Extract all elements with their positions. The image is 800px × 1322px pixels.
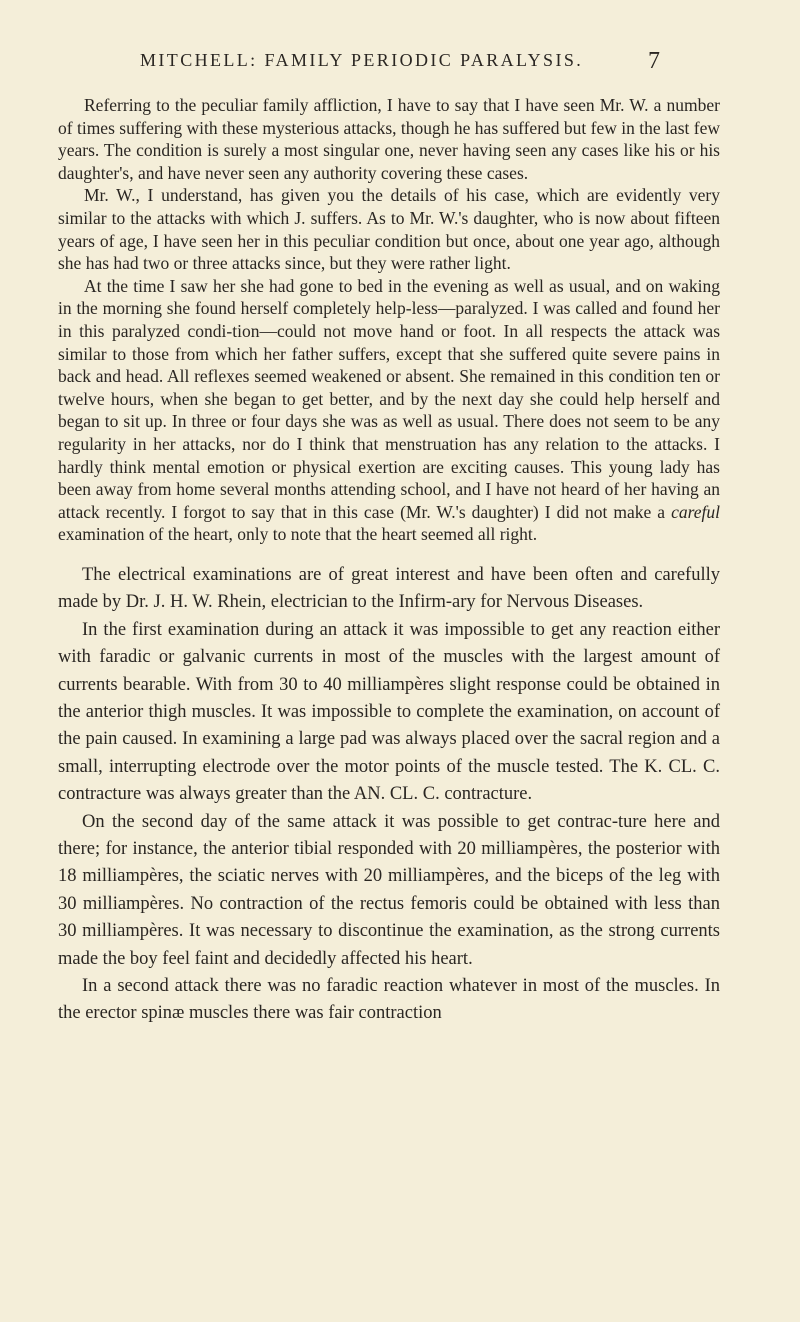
body-text <box>58 94 720 1028</box>
page-number: 7 <box>648 48 660 74</box>
paragraph-text: examination of the heart, only to note that the heart seemed all right. <box>58 524 538 545</box>
emphasis-text: careful <box>671 501 720 522</box>
running-header <box>0 50 800 82</box>
paragraph: In the first examination during an attack it was impossible to get any reaction either with faradic or galvanic currents in most of the muscles with the largest amount of currents bearable. With from 30 to 40 milliampères slight response could be obtained in the anterior thigh muscles. It was impossible to complete the examination, on account of the pain caused. In examining a large pad was always placed over the sacral region and a small, interrupting electrode over the motor points of the muscle tested. The K. CL. C. contracture was always greater than the AN. CL. C. contracture. <box>58 619 720 805</box>
electrical-examinations-section <box>58 562 720 1028</box>
paragraph: On the second day of the same attack it was possible to get contrac-ture here and there; for instance, the anterior tibial responded with 20 milliampères, the posterior with 18 milliampères, the sciatic nerves with 20 milliampères, and the biceps of the leg with 30 milliampères. No contraction of the rectus femoris could be obtained with less than 30 milliampères. It was necessary to discontinue the examination, as the strong currents made the boy feel faint and decidedly affected his heart. <box>58 811 720 969</box>
paragraph: Mr. W., I understand, has given you the details of his case, which are evidently very similar to the attacks with which J. suffers. As to Mr. W.'s daughter, who is now about fifteen years of age, I have seen her in this peculiar condition but once, about one year ago, although she has had two or three attacks since, but they were rather light. <box>58 185 720 274</box>
paragraph: Referring to the peculiar family affliction, I have to say that I have seen Mr. W. a number of times suffering with these mysterious attacks, though he has suffered but few in the last few years. The condition is surely a most singular one, never having seen any cases like his or his daughter's, and have never seen any authority covering these cases. <box>58 95 720 183</box>
paragraph-text: At the time I saw her she had gone to bed in the evening as well as usual, and on waking in the morning she found herself completely help-less—paralyzed. I was called and found her in this paralyzed condi-tion—could not move hand or foot. In all respects the attack was similar to those from which her father suffers, except that she suffered quite severe pains in back and head. All reflexes seemed weakened or absent. She remained in this condition ten or twelve hours, when she began to get better, and by the next day she could help herself and began to sit up. In three or four days she was as well as usual. There does not seem to be any regularity in her attacks, nor do I think that menstruation has any relation to the attacks. I hardly think mental emotion or physical exertion are exciting causes. This young lady has been away from home several months attending school, and I have not heard of her having an attack recently. I forgot to say that in this case (Mr. W.'s daughter) I did not make a <box>58 275 720 522</box>
paragraph: The electrical examinations are of great interest and have been often and carefully made by Dr. J. H. W. Rhein, electrician to the Infirm-ary for Nervous Diseases. <box>58 564 720 613</box>
letter-excerpt <box>58 94 720 546</box>
paragraph <box>58 275 720 546</box>
running-title: MITCHELL: FAMILY PERIODIC PARALYSIS. <box>140 50 584 70</box>
paragraph: In a second attack there was no faradic reaction whatever in most of the muscles. In the erector spinæ muscles there was fair contraction <box>58 975 720 1024</box>
